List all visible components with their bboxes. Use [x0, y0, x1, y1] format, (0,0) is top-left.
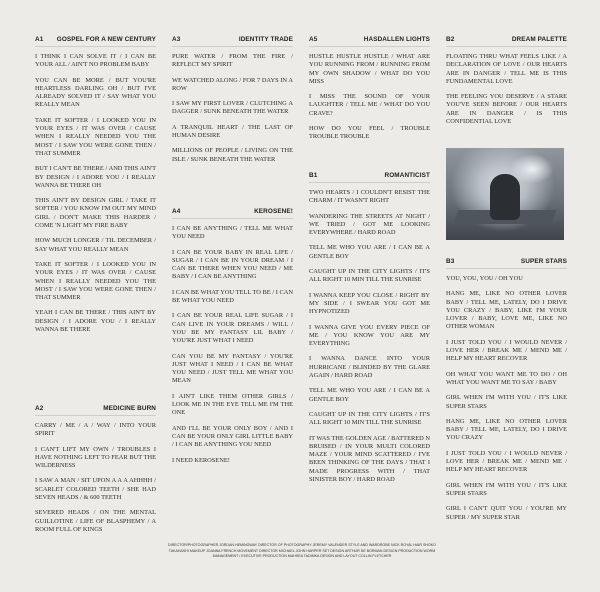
track-title: MEDICINE BURN — [103, 405, 156, 412]
lyric-paragraph: WE WATCHED ALONG / FOR 7 DAYS IN A ROW — [172, 76, 293, 92]
track-number: B1 — [309, 172, 318, 179]
lyric-paragraph: I SAW A MAN / SIT UPON A A A AHHHH / SCARLET COLORED TEETH / SHE HAD SEVEN HEADS / & 600 TEETH — [35, 477, 156, 502]
section-header — [35, 405, 156, 416]
lyric-paragraph: I CAN'T LIFT MY OWN / TROUBLES I HAVE NOTHING LEFT TO FEAR BUT THE WILDERNESS — [35, 445, 156, 470]
section-a3 — [172, 36, 293, 171]
lyric-paragraph: IT WAS THE GOLDEN AGE / BATTERED N BRUISED / IN YOUR MULTI COLORED MAZE / YOUR MIND SCATTERED / I'VE BEEN THINKING OF THE DAYS / THAT I MADE PROGRESS WITH / THAT SINISTER BOY / HARD ROAD — [309, 434, 430, 484]
lyric-paragraph: A TRANQUIL HEART / THE LAST OF HUMAN DESIRE — [172, 123, 293, 140]
lyric-paragraph: I NEED KEROSENE! — [172, 456, 230, 464]
lyric-paragraph: GIRL I CAN'T QUIT YOU / YOU'RE MY SUPER / MY SUPER STAR — [446, 505, 567, 521]
lyric-paragraph: THE FEELING YOU DESERVE / A STARE YOU'VE SEEN BEFORE / OUR HEARTS ARE IN DANGER / IS THIS CONFIDENTIAL LOVE — [446, 93, 567, 126]
section-a2 — [35, 405, 156, 541]
lyric-paragraph: BUT I CAN'T BE THERE / AND THIS AIN'T BY DESIGN / I ADORE YOU / I REALLY WANNA BE THERE OH — [35, 165, 156, 189]
section-header — [446, 258, 567, 269]
lyric-paragraph: I CAN BE ANYTHING / TELL ME WHAT YOU NEED — [172, 225, 293, 241]
track-number: A2 — [35, 405, 44, 412]
section-header — [35, 36, 156, 47]
lyric-paragraph: CAUGHT UP IN THE CITY LIGHTS / IT'S ALL RIGHT 10 MIN TILL THE SUNRISE — [309, 268, 430, 284]
lyric-paragraph: PURE WATER / FROM THE FIRE / REFLECT MY SPIRIT — [172, 53, 293, 69]
lyric-paragraph: I MISS THE SOUND OF YOUR LAUGHTER / TELL ME / WHAT DO YOU CRAVE? — [309, 93, 430, 117]
lyric-paragraph: TAKE IT SOFTER / I LOOKED YOU IN YOUR EYES / IT WAS OVER / CAUSE WHEN I REALLY NEEDED YOU THE MOST / I SAW YOU WERE GONE THEN / THAT SUMMER — [35, 116, 156, 157]
lyric-paragraph: HANG ME, LIKE NO OTHER LOVER BABY / TELL ME, LATELY, DO I DRIVE YOU CRAZY / BABY, LIKE I'M YOUR LOVER / BABY, LOVE ME, LIKE NO OTHER WOMAN — [446, 290, 567, 331]
lyric-paragraph: AND I'LL BE YOUR ONLY BOY / AND I CAN BE YOUR ONLY GIRL LITTLE BABY / I CAN BE ANYTHING YOU NEED — [172, 424, 293, 449]
lyric-paragraph: I WANNA KEEP YOU CLOSE / RIGHT BY MY SIDE / I SWEAR YOU GOT ME HYPNOTIZED — [309, 291, 430, 316]
track-number: A5 — [309, 36, 318, 43]
section-a4 — [172, 208, 293, 472]
lyric-paragraph: YOU, YOU, YOU / OH YOU — [446, 275, 523, 282]
section-header — [172, 36, 293, 47]
track-number: A4 — [172, 208, 181, 215]
track-title: GOSPEL FOR A NEW CENTURY — [56, 36, 156, 43]
production-credits: DIRECTOR/PHOTOGRAPHER JORDAN HEMINGWAY DIRECTOR OF PHOTOGRAPHY JEREMY VALENDER STYLE AND WARDROBE NICK ROYAL HAIR SHOKO TAKAHASHI MAKEUP JOANNA FRENCH MOVEMENT DIRECTOR MICHAEL JOHN HARPER SET DESIGN ARTHUR DE BORMAN DESIGN PRODUCTION WORM MANAGEMENT / EXECUTIVE PRODUCTION MAHSEA TADIMKA DESIGN AND LAYOUT COLLIN FLETCHER — [168, 543, 436, 559]
track-title: KEROSENE! — [254, 208, 293, 215]
lyric-paragraph: I JUST TOLD YOU / I WOULD NEVER / LOVE HER / BREAK ME / MEND ME / HELP MY HEART RECOVER — [446, 449, 567, 474]
lyrics-a2 — [35, 422, 156, 534]
section-header — [309, 172, 430, 183]
lyric-paragraph: YOU CAN BE MORE / BUT YOU'RE HEARTLESS DARLING OH / BUT I'VE ALREADY SOLVED IT / SAY WHAT YOU REALLY MEAN — [35, 76, 156, 109]
lyric-paragraph: I CAN BE WHAT YOU TELL TO BE / I CAN BE WHAT YOU NEED — [172, 288, 293, 305]
section-header — [172, 208, 293, 219]
lyrics-a3 — [172, 53, 293, 164]
lyric-paragraph: THIS AIN'T BY DESIGN GIRL / TAKE IT SOFTER / YOU KNOW I'M OUT MY MIND GIRL / DON'T MAKE THIS HARDER / COME 'N LIGHT MY FIRE BABY — [35, 197, 156, 230]
section-header — [309, 36, 430, 47]
track-title: IDENTITY TRADE — [238, 36, 293, 43]
track-number: A3 — [172, 36, 181, 43]
lyric-paragraph: HUSTLE HUSTLE HUSTLE / WHAT ARE YOU RUNNING FROM / RUNNING FROM MY OWN SHADOW / WHAT DO YOU MISS — [309, 53, 430, 85]
lyric-paragraph: YEAH I CAN BE THERE / THIS AIN'T BY DESIGN / I ADORE YOU / I REALLY WANNA BE THERE — [35, 309, 156, 334]
lyric-paragraph: GIRL WHEN I'M WITH YOU / IT'S LIKE SUPER STARS — [446, 394, 567, 410]
lyric-paragraph: I THINK I CAN SOLVE IT / I CAN BE YOUR ALL / AIN'T NO PROBLEM BABY — [35, 53, 156, 69]
lyric-paragraph: I WANNA GIVE YOU EVERY PIECE OF ME / YOU KNOW YOU ARE MY EVERYTHING — [309, 323, 430, 348]
lyric-paragraph: SEVERED HEADS / ON THE MENTAL GUILLOTINE / LIFE OF BLASPHEMY / A ROOM FULL OF KINGS — [35, 509, 156, 533]
lyric-paragraph: OH WHAT YOU WANT ME TO DO / OH WHAT YOU WANT ME TO SAY / BABY — [446, 370, 567, 386]
lyric-paragraph: HOW MUCH LONGER / TIL DECEMBER / SAY WHAT YOU REALLY MEAN — [35, 237, 156, 253]
lyrics-b3 — [446, 275, 567, 522]
track-number: A1 — [35, 36, 44, 43]
lyric-paragraph: HANG ME, LIKE NO OTHER LOVER BABY / TELL ME, LATELY, DO I DRIVE YOU CRAZY — [446, 417, 567, 442]
lyric-paragraph: CAN YOU BE MY FANTASY / YOU'RE JUST WHAT I NEED / I CAN BE WHAT YOU NEED / JUST TELL ME WHAT YOU MEAN — [172, 352, 293, 385]
lyric-paragraph: I SAW MY FIRST LOVER / CLUTCHING A DAGGER / SUNK BENEATH THE WATER — [172, 100, 293, 116]
lyric-paragraph: TELL ME WHO YOU ARE / I CAN BE A GENTLE BOY — [309, 244, 430, 260]
lyrics-a1 — [35, 53, 156, 334]
lyric-paragraph: HOW DO YOU FEEL / TROUBLE TROUBLE TROUBLE — [309, 125, 430, 141]
section-a1 — [35, 36, 156, 341]
section-b3 — [446, 258, 567, 529]
section-b2 — [446, 36, 567, 133]
lyric-paragraph: I JUST TOLD YOU / I WOULD NEVER / LOVE HER / BREAK ME / MEND ME / HELP MY HEART RECOVER — [446, 338, 567, 363]
track-number: B3 — [446, 258, 455, 265]
lyrics-b1 — [309, 189, 430, 484]
section-header — [446, 36, 567, 47]
lyric-paragraph: I CAN BE YOUR BABY IN REAL LIFE / SUGAR / I CAN BE IN YOUR DREAM / I CAN BE THERE WHEN YOU NEED / ME BABY / I CAN BE ANYTHING — [172, 248, 293, 281]
lyrics-a5 — [309, 53, 430, 142]
lyric-paragraph: TELL ME WHO YOU ARE / I CAN BE A GENTLE BOY — [309, 387, 430, 403]
lyric-paragraph: I WANNA DANCE INTO YOUR HURRICANE / BLINDED BY THE GLARE AGAIN / HARD ROAD — [309, 355, 430, 380]
band-photo — [446, 148, 564, 240]
track-title: SUPER STARS — [520, 258, 567, 265]
lyric-paragraph: CAUGHT UP IN THE CITY LIGHTS / IT'S ALL RIGHT 10 MIN TILL THE SUNRISE — [309, 410, 430, 427]
photo-figure — [490, 174, 520, 220]
lyric-paragraph: I AIN'T LIKE THEM OTHER GIRLS / LOOK ME IN THE EYE TELL ME I'M THE ONE — [172, 392, 293, 417]
lyric-paragraph: GIRL WHEN I'M WITH YOU / IT'S LIKE SUPER STARS — [446, 481, 567, 497]
lyric-paragraph: TWO HEARTS / I COULDN'T RESIST THE CHARM / IT WASN'T RIGHT — [309, 189, 430, 205]
lyric-paragraph: WANDERING THE STREETS AT NIGHT / WE TRIED / GOT ME LOOKING EVERYWHERE / HARD ROAD — [309, 212, 430, 237]
track-number: B2 — [446, 36, 455, 43]
lyric-paragraph: TAKE IT SOFTER / I LOOKED YOU IN YOUR EYES / IT WAS OVER / CAUSE WHEN I REALLY NEEDED YOU THE MOST / I SAW YOU WERE GONE THEN / THAT SUMMER — [35, 260, 156, 302]
section-a5 — [309, 36, 430, 149]
section-b1 — [309, 172, 430, 491]
track-title: ROMANTICIST — [384, 172, 430, 179]
lyrics-b2 — [446, 53, 567, 126]
lyrics-a4 — [172, 225, 293, 465]
lyric-paragraph: MILLIONS OF PEOPLE / LIVING ON THE ISLE / SUNK BENEATH THE WATER — [172, 147, 293, 163]
track-title: DREAM PALETTE — [511, 36, 567, 43]
lyric-paragraph: I CAN BE YOUR REAL LIFE SUGAR / I CAN LIVE IN YOUR DREAMS / WILL / YOU BE MY FANTASY LIL BABY / YOU'RE JUST WHAT I NEED — [172, 312, 293, 345]
track-title: HASDALLEN LIGHTS — [363, 36, 430, 43]
lyric-paragraph: FLOATING THRU WHAT FEELS LIKE / A DECLARATION OF LOVE / OUR HEARTS ARE IN DANGER / TELL ME IS THIS FUNDAMENTAL LOVE — [446, 53, 567, 85]
lyric-paragraph: CARRY / ME / A / WAY / INTO YOUR SPIRIT — [35, 422, 156, 438]
